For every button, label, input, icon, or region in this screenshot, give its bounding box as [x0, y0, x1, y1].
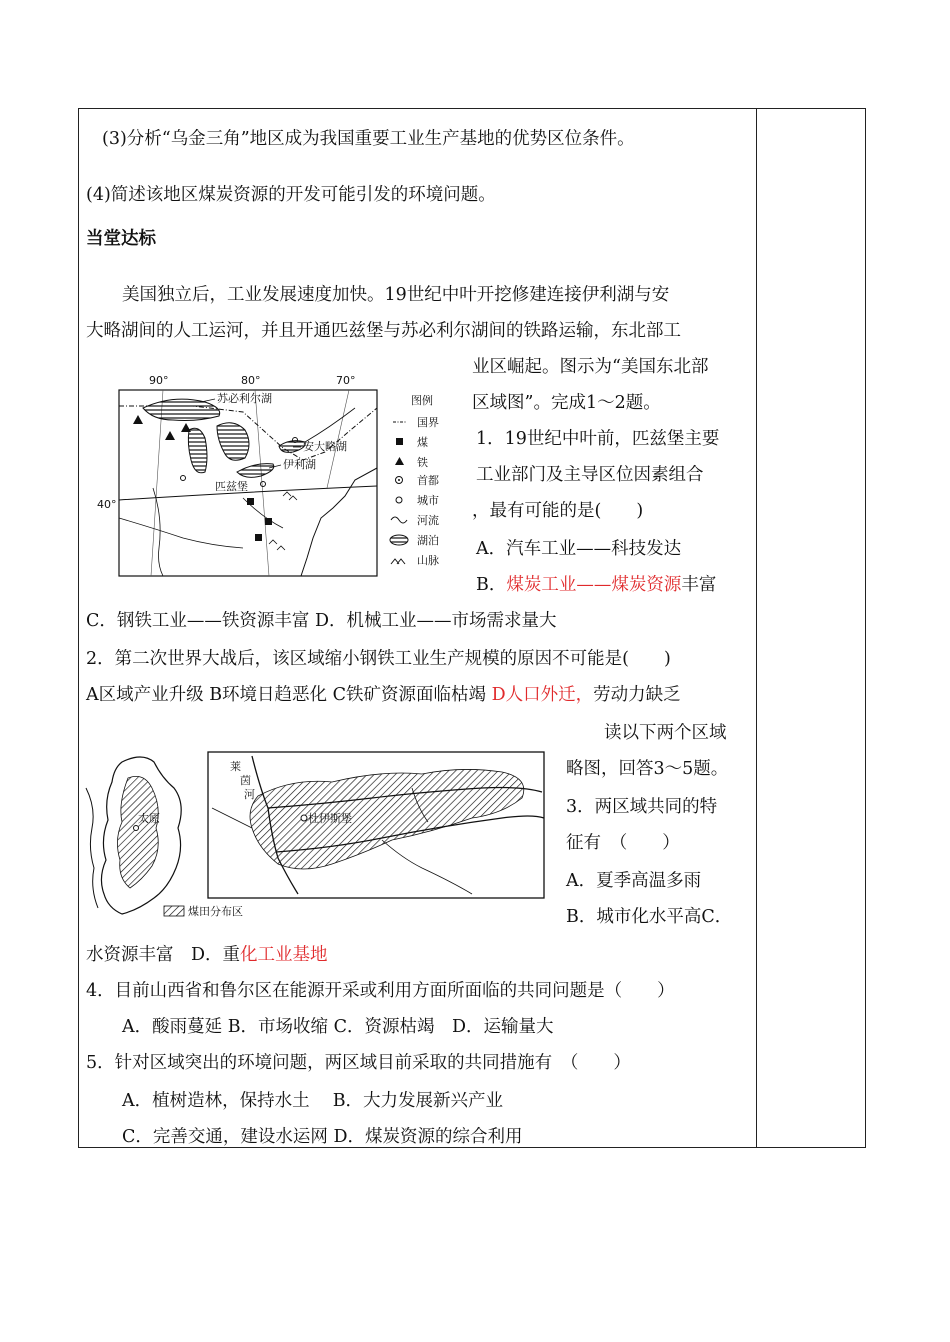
lake-ontario-label: 安大略湖 — [303, 440, 347, 453]
coastline — [301, 468, 377, 576]
question-1-stem-line-1: 1．19世纪中叶前，匹兹堡主要 — [476, 429, 720, 449]
question-3-5-intro-line-1: 读以下两个区域 — [604, 723, 727, 743]
intro-line-3: 业区崛起。图示为“美国东北部 — [472, 357, 709, 377]
lake-ontario — [279, 441, 305, 453]
legend-iron-symbol — [395, 457, 404, 465]
question-4-options: A．酸雨蔓延 B．市场收缩 C．资源枯竭 D．运输量大 — [122, 1017, 554, 1037]
question-2-options: A区域产业升级 B环境日趋恶化 C铁矿资源面临枯竭 D人口外迁，劳动力缺乏 — [86, 685, 681, 705]
lake-superior-label: 苏必利尔湖 — [217, 392, 272, 405]
legend-iron: 铁 — [417, 456, 428, 469]
question-3-option-cd: 水资源丰富 D．重化工业基地 — [86, 945, 328, 965]
legend-mountain-symbol — [391, 559, 405, 564]
question-1-option-a: A．汽车工业——科技发达 — [476, 539, 682, 559]
rhine-label-3: 河 — [244, 788, 255, 801]
question-5-options-cd: C．完善交通，建设水运网 D．煤炭资源的综合利用 — [122, 1127, 523, 1147]
question-3-option-a: A．夏季高温多雨 — [566, 871, 702, 891]
river-1 — [119, 518, 243, 548]
section-title: 当堂达标 — [86, 229, 156, 249]
question-5-options-ab: A．植树造林，保持水土 B．大力发展新兴产业 — [122, 1091, 504, 1111]
coal-icon — [247, 498, 254, 505]
legend-lake-symbol — [390, 535, 408, 545]
lake-michigan — [188, 428, 207, 473]
city-icon — [261, 482, 266, 487]
shanxi-ruhr-maps — [82, 748, 552, 924]
question-4-stem: 4．目前山西省和鲁尔区在能源开采或利用方面所面临的共同问题是（ ） — [86, 981, 675, 1001]
lon-80-label: 80° — [241, 374, 261, 387]
intro-line-2: 大略湖间的人工运河，并且开通匹兹堡与苏必利尔湖间的铁路运输，东北部工 — [86, 321, 681, 341]
meridian-80 — [255, 390, 269, 576]
lake-erie — [237, 464, 274, 478]
taiyuan-label: 太原 — [138, 812, 160, 825]
lake-huron — [217, 423, 249, 460]
city-icon — [181, 476, 186, 481]
question-5-stem: 5．针对区域突出的环境问题，两区域目前采取的共同措施有 （ ） — [86, 1053, 631, 1073]
legend-river: 河流 — [417, 514, 439, 527]
question-1-stem-line-3: ，最有可能的是( ) — [472, 501, 644, 521]
question-3-5-intro-line-2: 略图，回答3～5题。 — [566, 759, 729, 779]
river-2 — [153, 488, 163, 576]
question-3-stem-line-2: 征有 （ ） — [566, 833, 680, 853]
river-branch — [382, 840, 472, 894]
shanxi-coalfield — [117, 776, 158, 888]
legend-border: 国界 — [417, 416, 439, 429]
legend-river-symbol — [391, 517, 407, 523]
legend-coal-symbol — [396, 438, 403, 445]
parallel-40 — [119, 486, 377, 500]
question-2-stem: 2．第二次世界大战后，该区域缩小钢铁工业生产规模的原因不可能是( ) — [86, 649, 671, 669]
legend-city: 城市 — [417, 494, 439, 507]
lon-70-label: 70° — [336, 374, 356, 387]
question-1-option-b: B．煤炭工业——煤炭资源丰富 — [476, 575, 717, 595]
yellow-river — [86, 788, 98, 908]
rhine-label-1: 莱 — [230, 760, 241, 773]
lake-erie-label: 伊利湖 — [283, 458, 316, 471]
lake-superior — [143, 399, 220, 420]
intro-line-1: 美国独立后，工业发展速度加快。19世纪中叶开挖修建连接伊利湖与安 — [122, 285, 670, 305]
duisburg-city-icon — [301, 815, 307, 821]
question-3-analysis: (3)分析“乌金三角”地区成为我国重要工业生产基地的优势区位条件。 — [102, 129, 635, 149]
legend-title: 图例 — [411, 394, 433, 407]
legend-capital: 首都 — [417, 474, 439, 487]
meridian-70 — [327, 390, 349, 488]
coal-icon — [265, 518, 272, 525]
duisburg-label: 杜伊斯堡 — [308, 812, 352, 825]
rhine-label-2: 茵 — [240, 774, 251, 787]
legend-mountain: 山脉 — [417, 554, 439, 567]
legend-coal: 煤 — [417, 436, 428, 449]
iron-icon — [133, 415, 143, 424]
iron-icon — [165, 431, 175, 440]
mountain-icon — [269, 492, 297, 550]
coal-icon — [255, 534, 262, 541]
river-branch — [212, 808, 252, 828]
intro-line-4: 区域图”。完成1～2题。 — [472, 393, 661, 413]
st-lawrence-river — [305, 408, 355, 442]
us-northeast-map — [93, 368, 465, 590]
lat-40-label: 40° — [97, 498, 117, 511]
question-4-analysis: (4)简述该地区煤炭资源的开发可能引发的环境问题。 — [86, 185, 496, 205]
question-1-stem-line-2: 工业部门及主导区位因素组合 — [476, 465, 704, 485]
question-3-stem-line-1: 3．两区域共同的特 — [566, 797, 718, 817]
question-1-options-cd: C．钢铁工业——铁资源丰富 D．机械工业——市场需求量大 — [86, 611, 557, 631]
ruhr-coalfield — [250, 769, 524, 869]
question-3-option-bc: B．城市化水平高C． — [566, 907, 733, 927]
lon-90-label: 90° — [149, 374, 169, 387]
iron-icon — [181, 423, 191, 432]
table-column-divider — [756, 108, 757, 1148]
taiyuan-city-icon — [134, 826, 139, 831]
pittsburgh-label: 匹兹堡 — [215, 480, 248, 493]
legend-coalfield-symbol — [164, 906, 184, 916]
legend-coalfield: 煤田分布区 — [188, 905, 243, 918]
legend-city-symbol — [396, 497, 402, 503]
legend-lake: 湖泊 — [417, 534, 439, 547]
